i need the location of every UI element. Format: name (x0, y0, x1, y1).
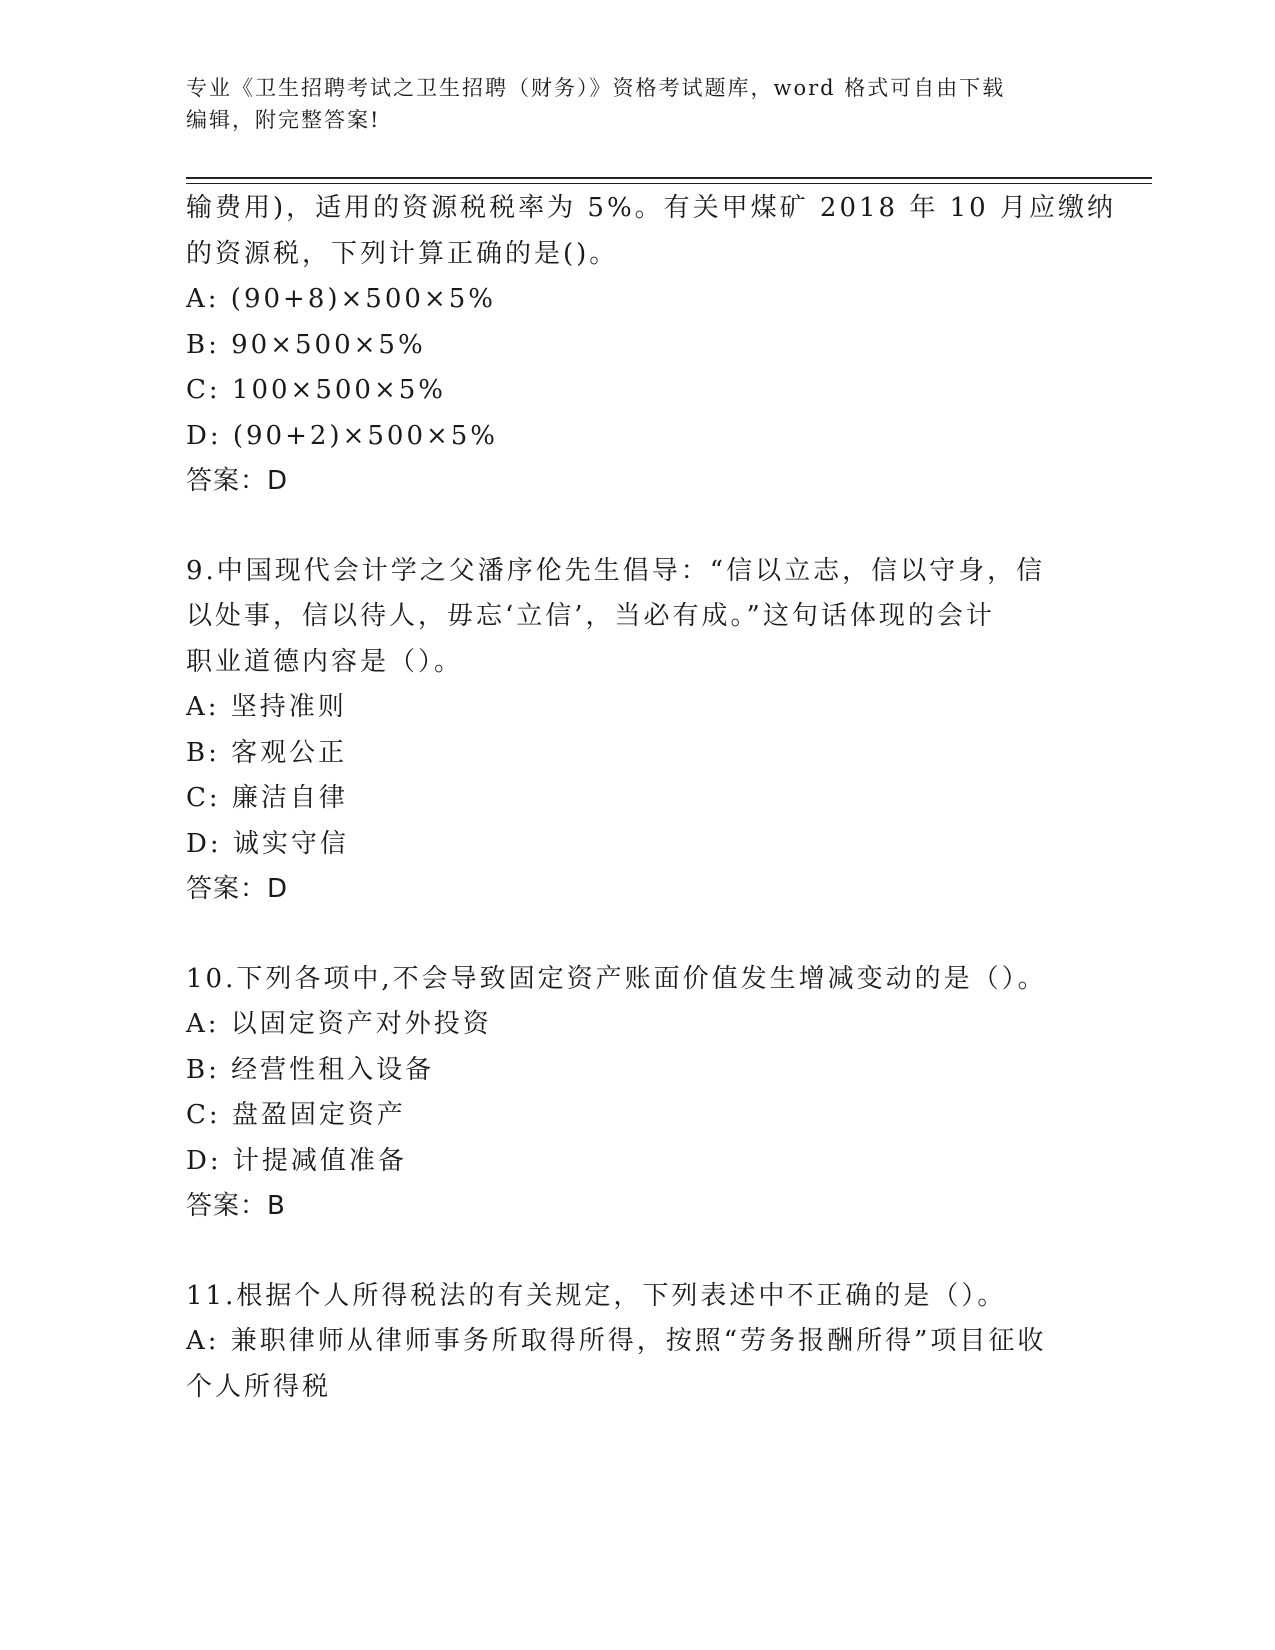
option-a: A: 以固定资产对外投资 (186, 1009, 492, 1039)
question-8 (186, 186, 1116, 505)
option-c: C: 廉洁自律 (186, 783, 348, 813)
spacer (186, 1230, 1086, 1274)
option-a: A: 兼职律师从律师事务所取得所得，按照“劳务报酬所得”项目征收 (186, 1326, 1047, 1356)
answer-label: 答案：B (186, 1191, 286, 1221)
question-9 (186, 549, 1086, 913)
question-10 (186, 957, 1086, 1230)
option-b: B: 客观公正 (186, 737, 348, 768)
question-stem: 9.中国现代会计学之父潘序伦先生倡导：“信以立志，信以守身，信 (186, 555, 1046, 586)
option-d: D: (90+2)×500×5% (186, 420, 499, 451)
option-d: D: 诚实守信 (186, 828, 349, 859)
option-b: B: 90×500×5% (186, 329, 426, 360)
question-stem: 11.根据个人所得税法的有关规定，下列表述中不正确的是（）。 (186, 1280, 1007, 1311)
option-c: C: 100×500×5% (186, 375, 446, 405)
spacer (186, 913, 1086, 957)
header-line-2: 编辑，附完整答案! (186, 108, 381, 132)
option-c: C: 盘盈固定资产 (186, 1100, 406, 1130)
question-stem: 的资源税，下列计算正确的是()。 (186, 238, 619, 269)
document-header (186, 72, 1066, 136)
header-line-1: 专业《卫生招聘考试之卫生招聘（财务）》资格考试题库，word 格式可自由下载 (186, 76, 1006, 100)
option-a: A: 坚持准则 (186, 692, 347, 722)
question-stem: 输费用)，适用的资源税税率为 5%。有关甲煤矿 2018 年 10 月应缴纳 (186, 193, 1116, 223)
answer-label: 答案：D (186, 874, 289, 904)
spacer (186, 505, 1086, 549)
question-stem: 以处事，信以待人，毋忘‘立信’，当必有成。”这句话体现的会计 (186, 601, 995, 631)
option-a-continued: 个人所得税 (186, 1371, 332, 1402)
question-stem: 10.下列各项中,不会导致固定资产账面价值发生增减变动的是（）。 (186, 963, 1047, 994)
header-rule-thick (186, 177, 1152, 179)
question-stem: 职业道德内容是（）。 (186, 646, 464, 677)
question-11 (186, 1274, 1086, 1411)
header-rule-thin (186, 183, 1152, 184)
document-body (186, 186, 1116, 1410)
option-a: A: (90+8)×500×5% (186, 284, 496, 314)
answer-label: 答案：D (186, 466, 289, 496)
option-d: D: 计提减值准备 (186, 1145, 407, 1176)
option-b: B: 经营性租入设备 (186, 1054, 435, 1085)
